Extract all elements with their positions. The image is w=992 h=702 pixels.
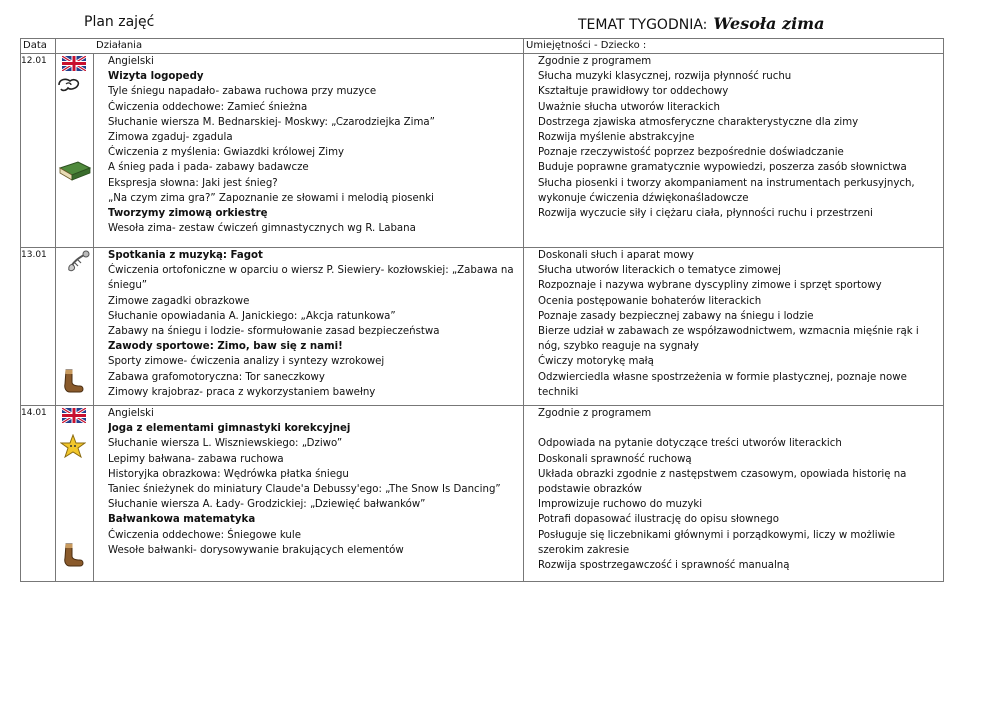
skill-item: Uważnie słucha utworów literackich [538,100,943,115]
activity-item: Ekspresja słowna: Jaki jest śnieg? [108,176,523,191]
skill-item: Rozpoznaje i nazywa wybrane dyscypliny zimowe i sprzęt sportowy [538,278,943,293]
day-activities [94,248,524,406]
day-skills [524,54,944,248]
skill-item: Słucha utworów literackich o tematyce zimowej [538,263,943,278]
skill-item: Posługuje się liczebnikami głównymi i porządkowymi, liczy w możliwie szerokim zakresie [538,528,943,558]
activity-item: Ćwiczenia z myślenia: Gwiazdki królowej Zimy [108,145,523,160]
day-date: 12.01 [21,54,56,248]
activity-item: Wesoła zima- zestaw ćwiczeń gimnastycznych wg R. Labana [108,221,523,236]
activity-item: Joga z elementami gimnastyki korekcyjnej [108,421,523,436]
activity-item: Taniec śnieżynek do miniatury Claude'a Debussy'ego: „The Snow Is Dancing” [108,482,523,497]
skill-item: Odpowiada na pytanie dotyczące treści utworów literackich [538,436,943,451]
activity-item: Zimowy krajobraz- praca z wykorzystaniem bawełny [108,385,523,400]
activity-item: Angielski [108,54,523,69]
header-date: Data [21,39,56,54]
table-header-row [21,39,944,54]
skill-item: Słucha muzyki klasycznej, rozwija płynność ruchu [538,69,943,84]
skill-item: Buduje poprawne gramatycznie wypowiedzi, poszerza zasób słownictwa [538,160,943,175]
activity-item: Spotkania z muzyką: Fagot [108,248,523,263]
day-date: 14.01 [21,406,56,582]
skill-item: Rozwija myślenie abstrakcyjne [538,130,943,145]
activity-item: Historyjka obrazkowa: Wędrówka płatka śniegu [108,467,523,482]
activity-item: A śnieg pada i pada- zabawy badawcze [108,160,523,175]
day-icons [56,248,94,406]
skill-item: Potrafi dopasować ilustrację do opisu słownego [538,512,943,527]
activity-item: Wesołe bałwanki- dorysowywanie brakujących elementów [108,543,523,558]
activity-item: Słuchanie opowiadania A. Janickiego: „Akcja ratunkowa” [108,309,523,324]
header-activities: Działania [56,39,524,54]
activity-item: „Na czym zima gra?” Zapoznanie ze słowami i melodią piosenki [108,191,523,206]
day-skills [524,248,944,406]
activity-item: Angielski [108,406,523,421]
activity-item: Bałwankowa matematyka [108,512,523,527]
activity-item: Sporty zimowe- ćwiczenia analizy i syntezy wzrokowej [108,354,523,369]
day-row [21,406,944,582]
skill-item: Zgodnie z programem [538,406,943,421]
activity-item: Słuchanie wiersza A. Łady- Grodzickiej: „Dziewięć bałwanków” [108,497,523,512]
day-activities [94,54,524,248]
header-skills: Umiejętności - Dziecko : [524,39,944,54]
day-icons [56,406,94,582]
sock-icon [60,542,86,568]
activity-item: Słuchanie wiersza L. Wiszniewskiego: „Dziwo” [108,436,523,451]
skill-item: Doskonali sprawność ruchową [538,452,943,467]
ear-icon [56,76,82,94]
day-icons [56,54,94,248]
plan-table [20,38,944,582]
activity-item: Słuchanie wiersza M. Bednarskiej- Moskwy: „Czarodziejka Zima” [108,115,523,130]
skill-item: Rozwija wyczucie siły i ciężaru ciała, płynności ruchu i przestrzeni [538,206,943,221]
day-date: 13.01 [21,248,56,406]
skill-item: Ocenia postępowanie bohaterów literackich [538,294,943,309]
activity-item: Ćwiczenia oddechowe: Zamieć śnieżna [108,100,523,115]
day-activities [94,406,524,582]
uk-flag-icon [62,56,86,71]
activity-item: Ćwiczenia oddechowe: Śniegowe kule [108,528,523,543]
day-row [21,54,944,248]
activity-item: Zabawy na śniegu i lodzie- sformułowanie zasad bezpieczeństwa [108,324,523,339]
skill-item: Poznaje rzeczywistość poprzez bezpośrednie doświadczanie [538,145,943,160]
skill-item: Odzwierciedla własne spostrzeżenia w formie plastycznej, poznaje nowe techniki [538,370,943,400]
theme-label: TEMAT TYGODNIA: [578,17,708,33]
activity-item: Zimowe zagadki obrazkowe [108,294,523,309]
activity-item: Zabawa grafomotoryczna: Tor saneczkowy [108,370,523,385]
activity-item: Wizyta logopedy [108,69,523,84]
skill-item: Dostrzega zjawiska atmosferyczne charakterystyczne dla zimy [538,115,943,130]
activity-item: Ćwiczenia ortofoniczne w oparciu o wiersz P. Siewiery- kozłowskiej: „Zabawa na śniegu” [108,263,523,293]
uk-flag-icon [62,408,86,423]
skill-item: Rozwija spostrzegawczość i sprawność manualną [538,558,943,573]
skill-item: Kształtuje prawidłowy tor oddechowy [538,84,943,99]
skill-item: Improwizuje ruchowo do muzyki [538,497,943,512]
activity-item: Tworzymy zimową orkiestrę [108,206,523,221]
activity-item: Lepimy bałwana- zabawa ruchowa [108,452,523,467]
sock-icon [60,368,86,394]
activity-item: Tyle śniegu napadało- zabawa ruchowa przy muzyce [108,84,523,99]
day-skills [524,406,944,582]
activity-item: Zawody sportowe: Zimo, baw się z nami! [108,339,523,354]
activity-item: Zimowa zgaduj- zgadula [108,130,523,145]
star-icon [60,434,86,458]
page-title: Plan zajęć [84,14,155,30]
skill-item: Zgodnie z programem [538,54,943,69]
trumpet-icon [66,250,90,274]
skill-item: Ćwiczy motorykę małą [538,354,943,369]
skill-item: Doskonali słuch i aparat mowy [538,248,943,263]
day-row [21,248,944,406]
skill-item: Słucha piosenki i tworzy akompaniament na instrumentach perkusyjnych, wykonuje ćwiczenia dźwiękonaśladowcze [538,176,943,206]
skill-item: Bierze udział w zabawach ze współzawodnictwem, wzmacnia mięśnie rąk i nóg, szybko reaguje na sygnały [538,324,943,354]
week-theme [578,14,824,33]
skill-item: Poznaje zasady bezpiecznej zabawy na śniegu i lodzie [538,309,943,324]
book-icon [58,160,92,182]
theme-value: Wesoła zima [713,14,825,33]
skill-item: Układa obrazki zgodnie z następstwem czasowym, opowiada historię na podstawie obrazków [538,467,943,497]
